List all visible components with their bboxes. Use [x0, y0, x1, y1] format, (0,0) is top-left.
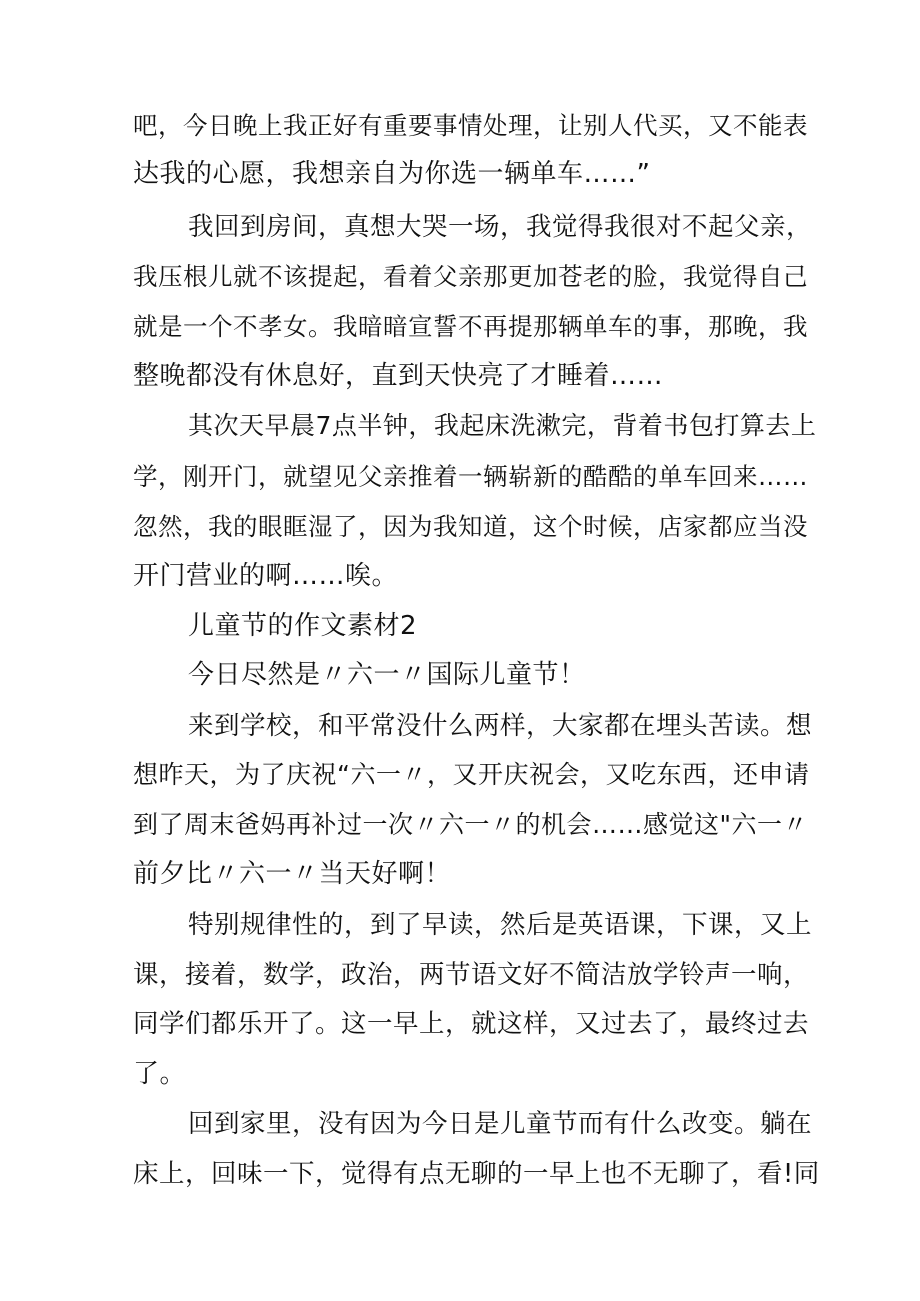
text-line-1: 吧，今日晚上我正好有重要事情处理，让别人代买，又不能表 [133, 111, 808, 140]
text-line-15: 到了周末爸妈再补过一次〃六一〃的机会……感觉这"六一〃 [133, 810, 809, 839]
text-line-10: 开门营业的啊……唉。 [133, 561, 399, 591]
text-line-2: 达我的心愿，我想亲自为你选一辆单车……” [133, 159, 651, 189]
text-line-14: 想昨天，为了庆祝“六一〃，又开庆祝会，又吃东西，还申请 [133, 760, 810, 789]
text-line-6: 整晚都没有休息好，直到天快亮了才睡着…… [133, 361, 664, 391]
text-line-4: 我压根儿就不该提起，看着父亲那更加苍老的脸，我觉得自己 [133, 262, 808, 291]
text-line-22: 床上，回味一下，觉得有点无聊的一早上也不无聊了，看!同 [133, 1159, 820, 1189]
text-line-20: 了。 [133, 1059, 187, 1089]
text-line-3: 我回到房间，真想大哭一场，我觉得我很对不起父亲， [188, 212, 813, 242]
text-line-18: 课，接着，数学，政治，两节语文好不简洁放学铃声一响， [133, 960, 810, 990]
text-line-16: 前夕比〃六一〃当天好啊！ [133, 859, 452, 889]
text-line-19: 同学们都乐开了。这一早上，就这样，又过去了，最终过去 [133, 1009, 810, 1039]
text-line-21: 回到家里，没有因为今日是儿童节而有什么改变。躺在 [188, 1109, 813, 1139]
section-heading: 儿童节的作文素材2 [188, 611, 418, 641]
text-line-9: 忽然，我的眼眶湿了，因为我知道，这个时候，店家都应当没 [133, 512, 808, 541]
text-line-8: 学，刚开门，就望见父亲推着一辆崭新的酷酷的单车回来…… [133, 462, 808, 491]
text-line-5: 就是一个不孝女。我暗暗宣誓不再提那辆单车的事，那晚，我 [133, 312, 808, 341]
text-line-12: 今日尽然是〃六一〃国际儿童节！ [188, 660, 586, 690]
text-line-13: 来到学校，和平常没什么两样，大家都在埋头苦读。想 [188, 711, 813, 741]
text-line-7: 其次天早晨7点半钟，我起床洗漱完，背着书包打算去上 [188, 411, 817, 440]
text-line-17: 特别规律性的，到了早读，然后是英语课，下课，又上 [188, 910, 813, 940]
